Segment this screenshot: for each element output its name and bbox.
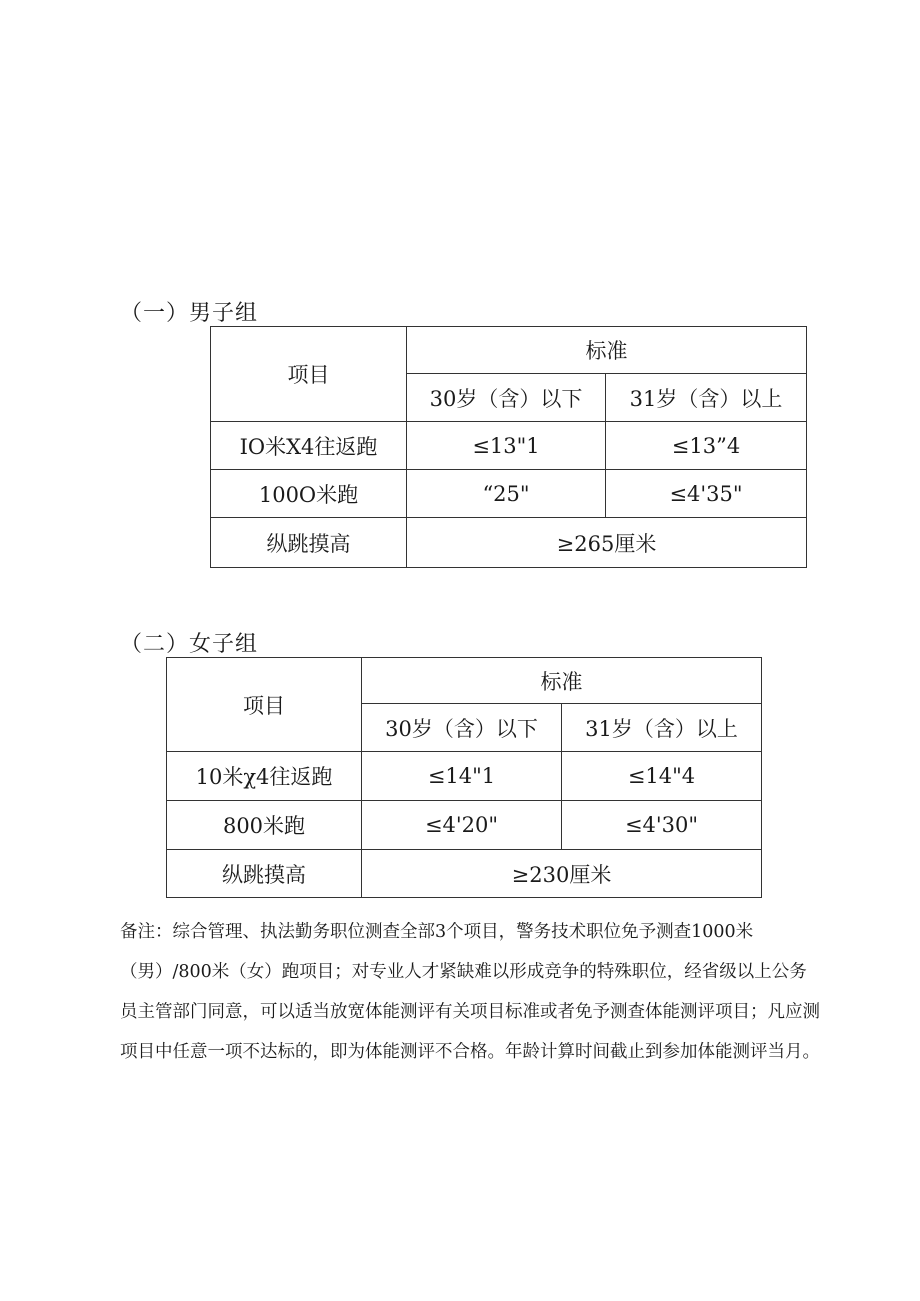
male-section-heading: （一）男子组 — [120, 301, 259, 326]
table-row — [167, 801, 762, 850]
row-value-age1: ≤4'20" — [362, 801, 562, 850]
header-age-31-above: 31岁（含）以上 — [562, 704, 762, 752]
table-row — [211, 518, 807, 568]
table-row — [167, 850, 762, 898]
table-row — [167, 752, 762, 801]
row-value-age1: ≤14"1 — [362, 752, 562, 801]
female-section-heading: （二）女子组 — [120, 632, 259, 657]
row-value-age2: ≤4'35" — [606, 470, 807, 518]
male-standards-table — [210, 326, 807, 568]
row-value-age2: ≤14"4 — [562, 752, 762, 801]
table-row — [211, 470, 807, 518]
header-age-30-below: 30岁（含）以下 — [407, 374, 606, 422]
row-value-age2: ≤4'30" — [562, 801, 762, 850]
table-row — [211, 422, 807, 470]
header-age-31-above: 31岁（含）以上 — [606, 374, 807, 422]
row-item: 800米跑 — [167, 801, 362, 850]
row-item: 纵跳摸高 — [211, 518, 407, 568]
row-value-age2: ≤13”4 — [606, 422, 807, 470]
row-item: 10米χ4往返跑 — [167, 752, 362, 801]
header-item: 项目 — [167, 658, 362, 752]
row-item: IO米X4往返跑 — [211, 422, 407, 470]
female-standards-table — [166, 657, 762, 898]
header-item: 项目 — [211, 327, 407, 422]
row-value-age1: ≤13"1 — [407, 422, 606, 470]
row-value-all-ages: ≥265厘米 — [407, 518, 807, 568]
row-value-age1: “25" — [407, 470, 606, 518]
remarks-paragraph: 备注：综合管理、执法勤务职位测查全部3个项目，警务技术职位免予测查1000米（男）/800米（女）跑项目；对专业人才紧缺难以形成竞争的特殊职位，经省级以上公务员主管部门同意，可以适当放宽体能测评有关项目标准或者免予测查体能测评项目；凡应测项目中任意一项不达标的，即为体能测评不合格。年龄计算时间截止到参加体能测评当月。 — [120, 922, 820, 1062]
header-standard: 标准 — [362, 658, 762, 704]
row-item: 100O米跑 — [211, 470, 407, 518]
header-age-30-below: 30岁（含）以下 — [362, 704, 562, 752]
row-item: 纵跳摸高 — [167, 850, 362, 898]
header-standard: 标准 — [407, 327, 807, 374]
row-value-all-ages: ≥230厘米 — [362, 850, 762, 898]
